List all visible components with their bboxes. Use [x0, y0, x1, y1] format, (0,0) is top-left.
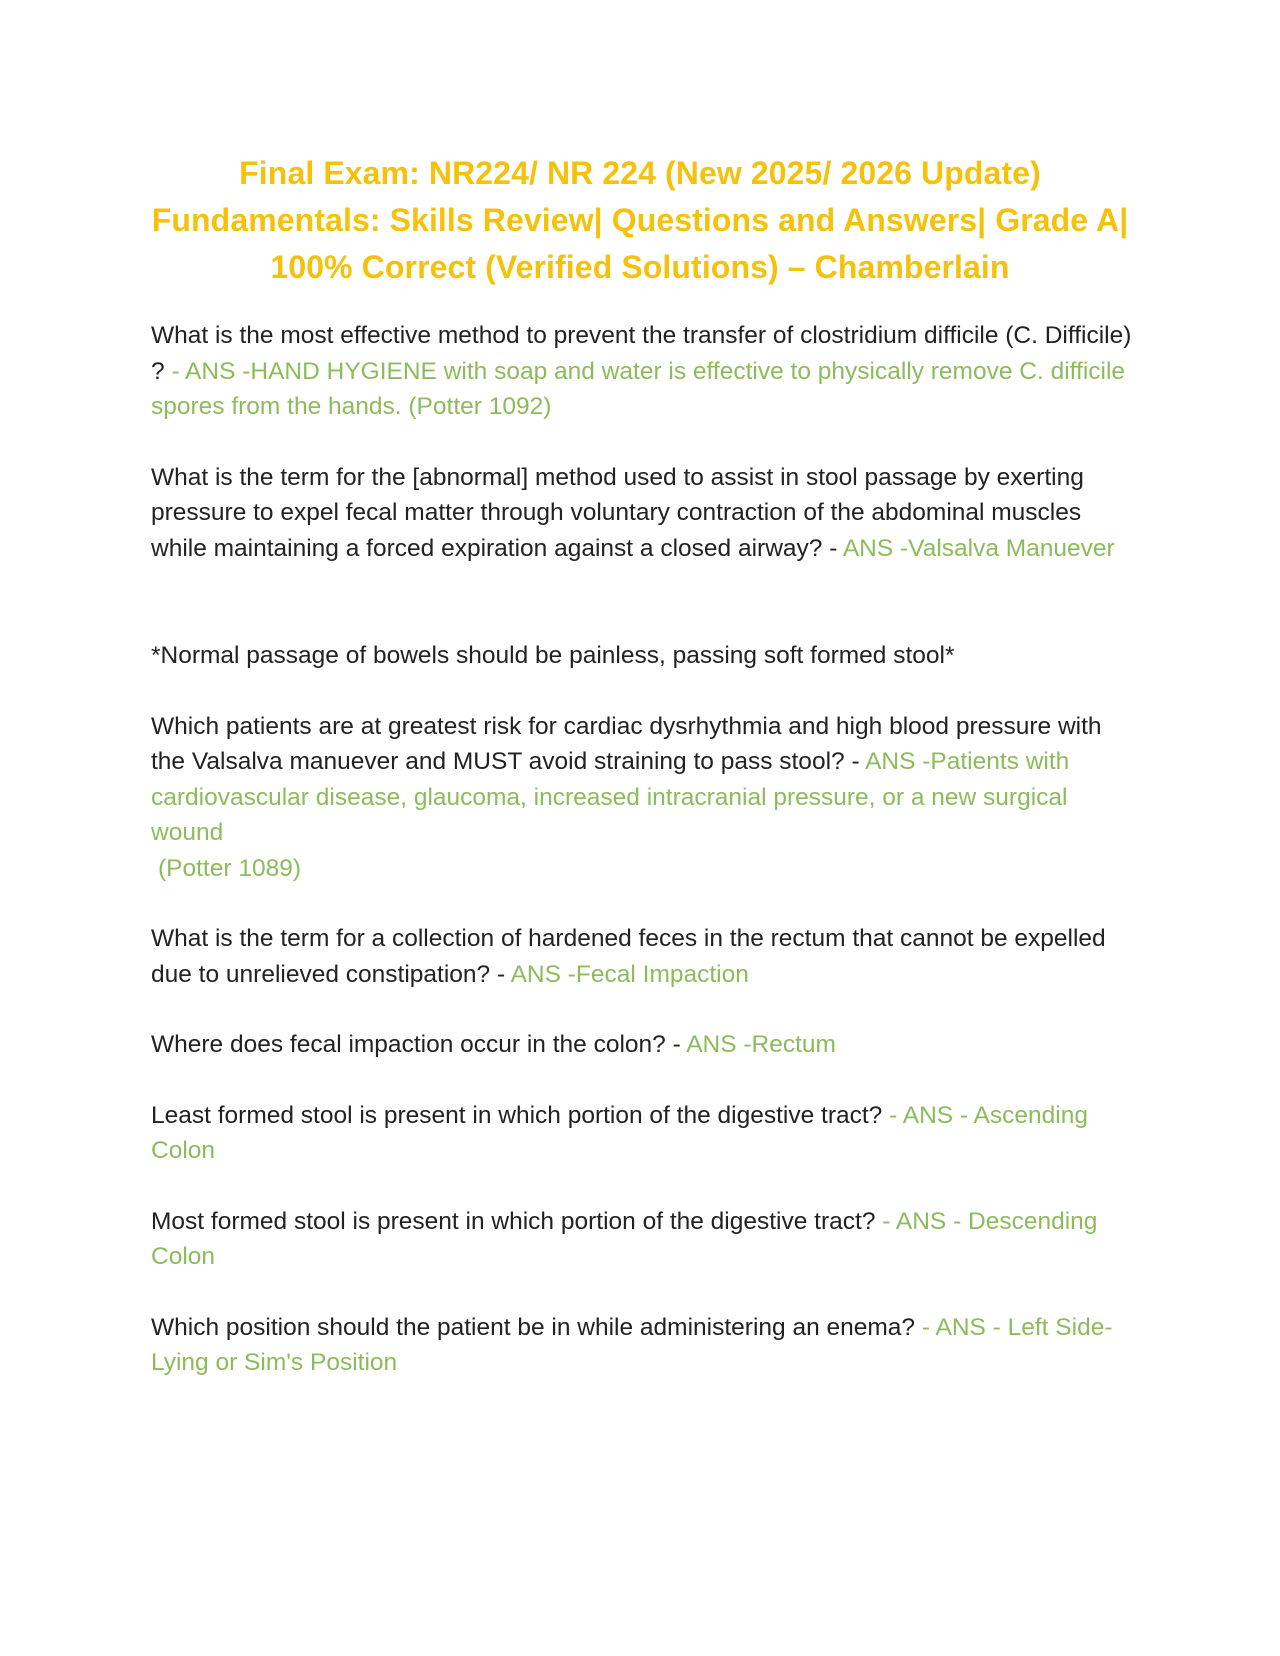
question-text: Most formed stool is present in which portion of the digestive tract?: [151, 1207, 883, 1235]
qa-item: [151, 921, 1136, 992]
qa-item: [151, 1098, 1136, 1169]
question-text: Least formed stool is present in which portion of the digestive tract?: [151, 1101, 890, 1129]
answer-text: ANS -Fecal Impaction: [510, 960, 749, 988]
answer-text: ANS -Valsalva Manuever: [842, 534, 1115, 562]
answer-text: ANS -Rectum: [686, 1031, 836, 1058]
qa-item: [151, 1027, 1136, 1063]
qa-item: [151, 318, 1136, 425]
question-text: Which position should the patient be in while administering an enema?: [151, 1313, 922, 1341]
qa-list: [151, 318, 1136, 1416]
question-text: What is the term for a collection of hardened feces in the rectum that cannot be expelled due to unrelieved constipation? -: [151, 925, 1106, 988]
answer-text: - ANS -HAND HYGIENE with soap and water is effective to physically remove C. difficile spores from the hands. (Potter 1092): [151, 357, 1126, 420]
question-text: Which patients are at greatest risk for cardiac dysrhythmia and high blood pressure with the Valsalva manuever and MUST avoid straining to pass stool? -: [151, 712, 1102, 775]
note-text: *Normal passage of bowels should be painless, passing soft formed stool*: [151, 642, 955, 669]
qa-item: [151, 709, 1136, 887]
question-text: What is the term for the [abnormal] method used to assist in stool passage by exerting pressure to expel fecal matter through voluntary contraction of the abdominal muscles while maintaining a forced expiration against a closed airway? -: [151, 463, 1084, 562]
document-title: Final Exam: NR224/ NR 224 (New 2025/ 2026 Update) Fundamentals: Skills Review| Questions and Answers| Grade A| 100% Correct (Verified Solutions) – Chamberlain: [151, 155, 1129, 285]
question-text: Where does fecal impaction occur in the colon? -: [151, 1031, 687, 1058]
qa-item: [151, 1204, 1136, 1275]
answer-text: - ANS - Ascending Colon: [151, 1101, 1088, 1164]
answer-reference: (Potter 1089): [158, 854, 301, 882]
answer-text: - ANS - Left Side-Lying or Sim's Position: [151, 1313, 1113, 1376]
question-text: What is the most effective method to prevent the transfer of clostridium difficile (C. Difficile) ?: [151, 322, 1132, 385]
qa-item: [151, 1310, 1136, 1381]
answer-text: - ANS - Descending Colon: [151, 1207, 1098, 1270]
qa-item: [151, 460, 1136, 567]
answer-text: ANS -Patients with cardiovascular disease, glaucoma, increased intracranial pressure, or a new surgical wound: [151, 748, 1070, 846]
